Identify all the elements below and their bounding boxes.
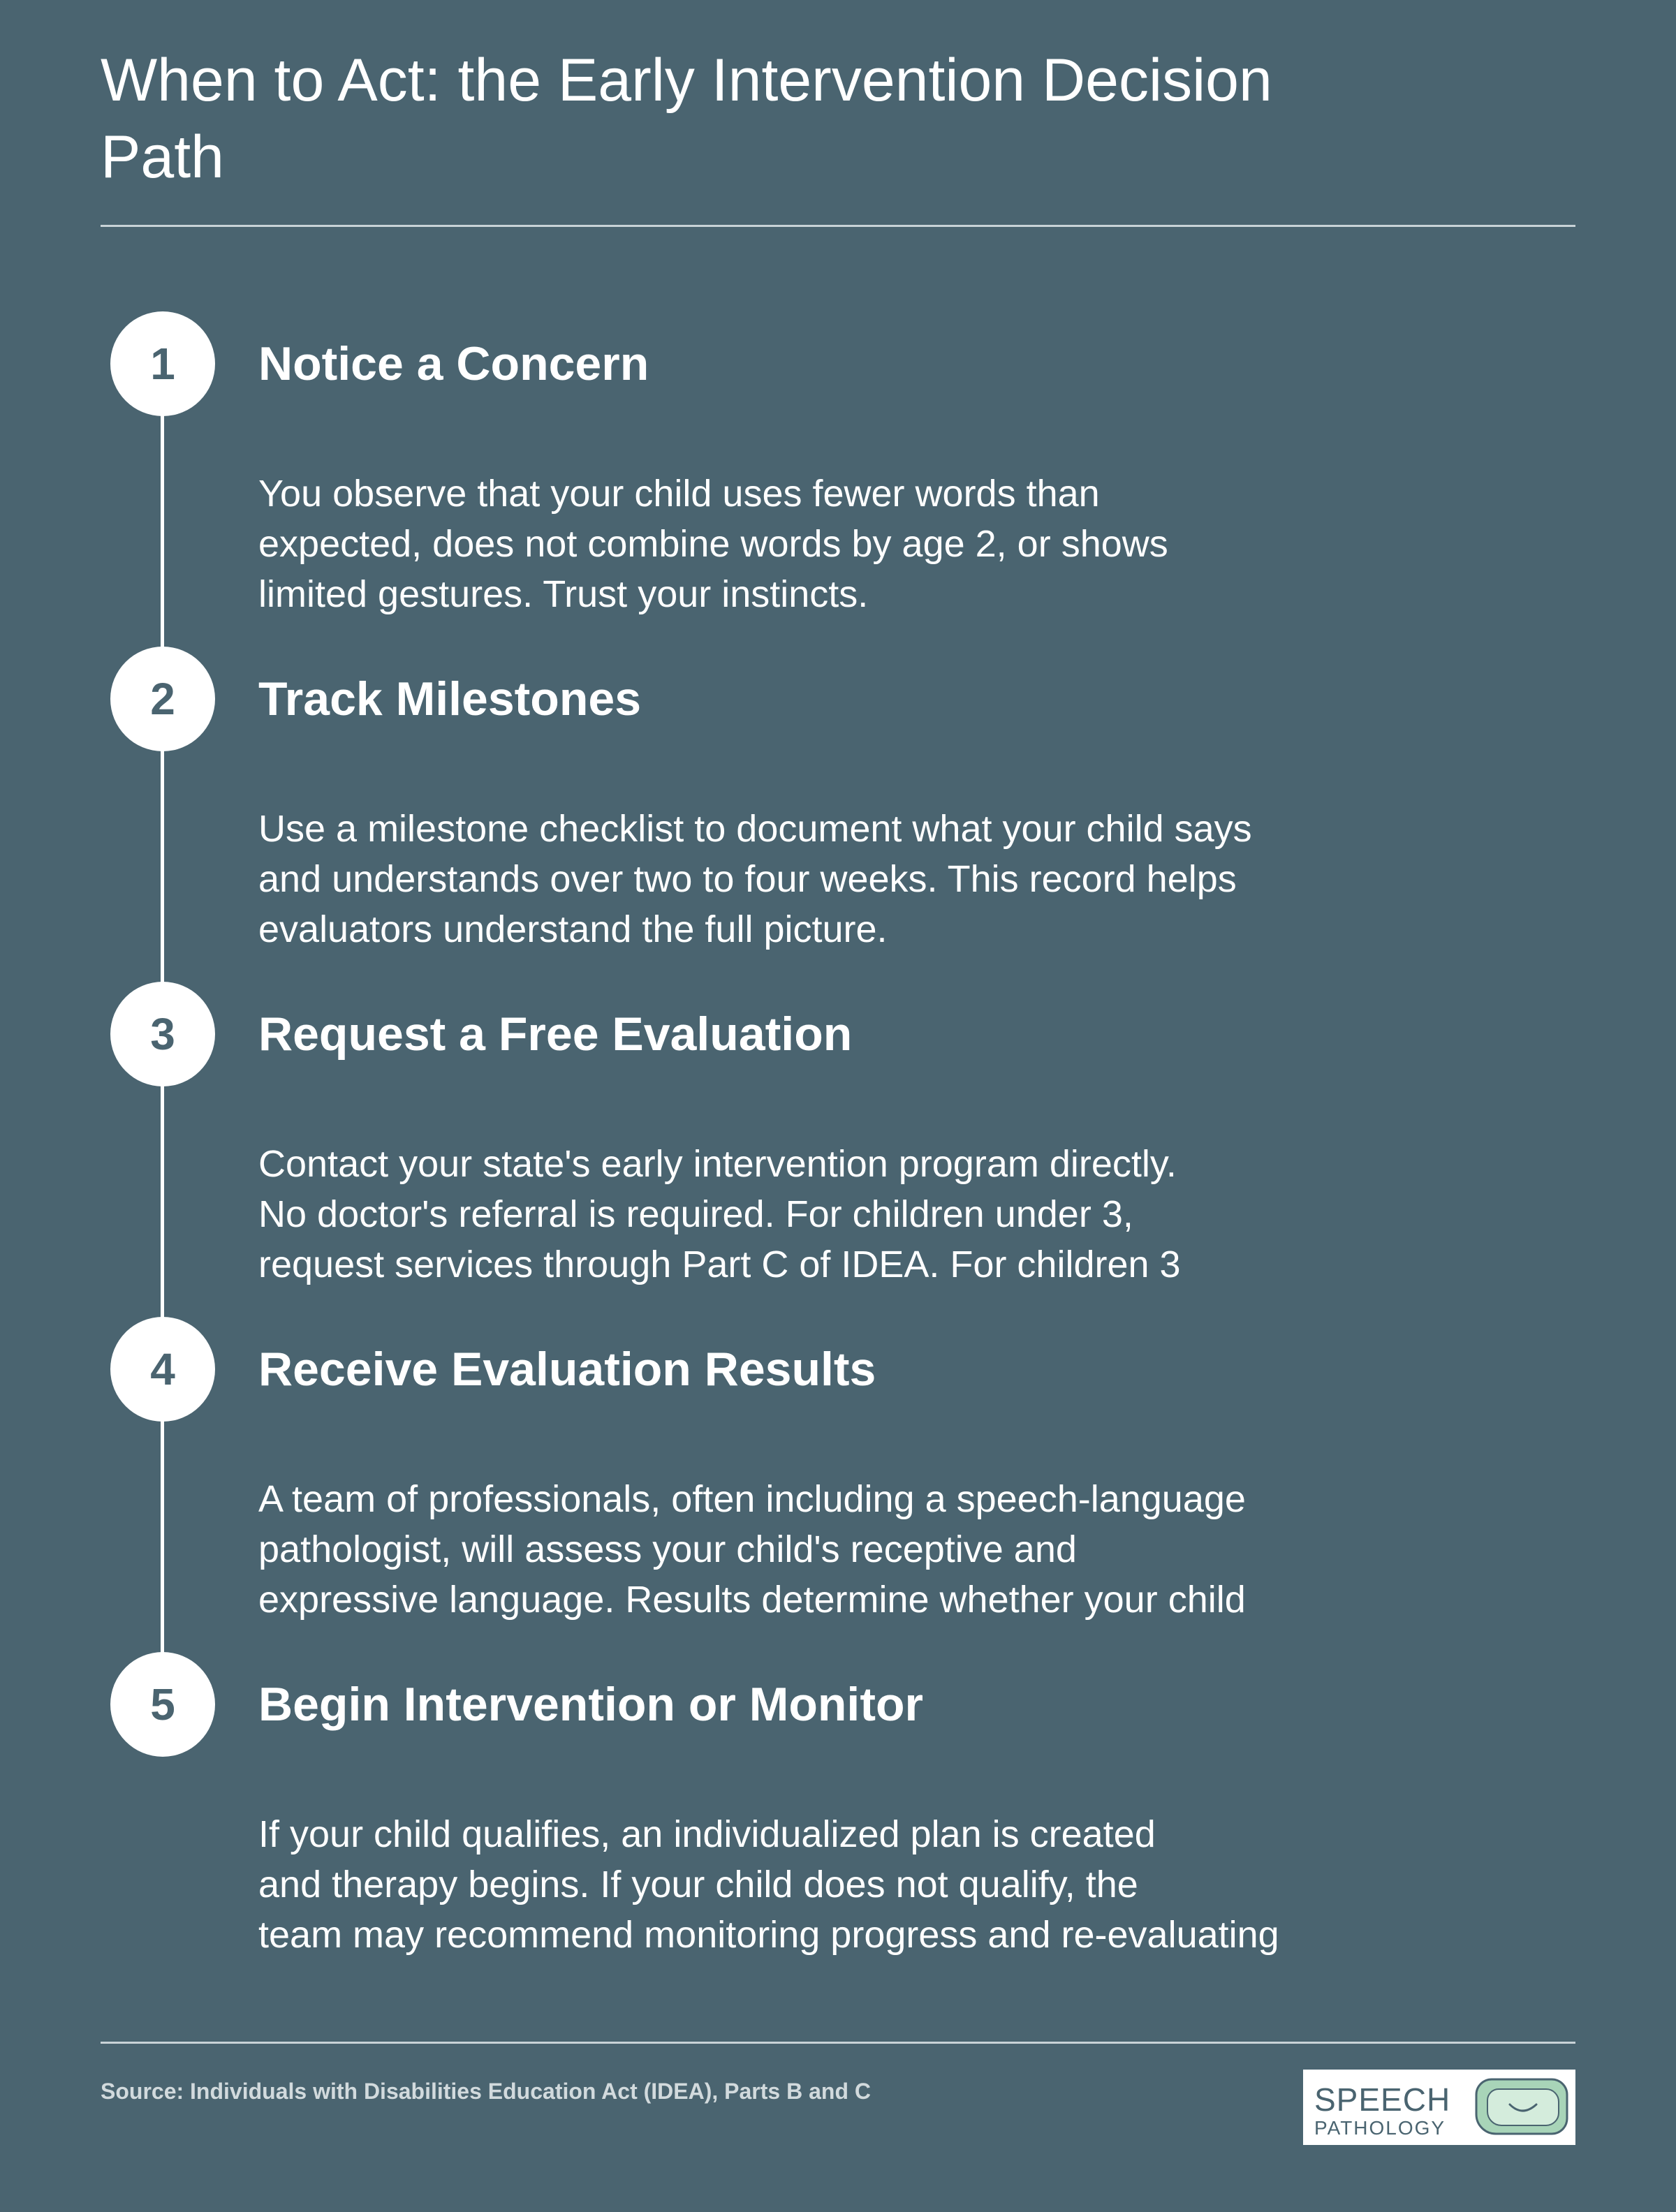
bottom-divider [101, 2042, 1575, 2044]
step-description-line: No doctor's referral is required. For children under 3, [258, 1193, 1133, 1235]
step-description-line: Use a milestone checklist to document what your child says [258, 808, 1252, 850]
step-title: Begin Intervention or Monitor [258, 1678, 923, 1731]
title-line-2: Path [101, 124, 224, 191]
step-title: Receive Evaluation Results [258, 1343, 876, 1396]
step-description-line: expressive language. Results determine whether your child [258, 1579, 1246, 1621]
title-line-1: When to Act: the Early Intervention Decision [101, 47, 1272, 114]
step-number-badge: 5 [110, 1652, 215, 1757]
top-divider [101, 225, 1575, 227]
step-description-line: Contact your state's early intervention program directly. [258, 1143, 1177, 1185]
step-title: Notice a Concern [258, 337, 649, 390]
speech-pathology-logo [1303, 2070, 1575, 2145]
step-description-line: and therapy begins. If your child does not qualify, the [258, 1864, 1138, 1905]
step-description [258, 1474, 1362, 1625]
step-description-line: A team of professionals, often including a speech-language [258, 1478, 1246, 1520]
step-description [258, 469, 1362, 619]
logo-word-speech: SPEECH [1314, 2081, 1451, 2118]
page-title [101, 42, 1330, 196]
step-number-badge: 4 [110, 1317, 215, 1422]
step-description-line: expected, does not combine words by age 2, or shows [258, 523, 1168, 565]
step-title: Track Milestones [258, 672, 642, 725]
step-description-line: and understands over two to four weeks. This record helps [258, 858, 1237, 900]
logo-word-pathology: PATHOLOGY [1314, 2117, 1446, 2139]
step-description-line: You observe that your child uses fewer words than [258, 473, 1100, 515]
step-description-line: team may recommend monitoring progress and re-evaluating [258, 1914, 1279, 1956]
step-description-line: If your child qualifies, an individualized plan is created [258, 1813, 1156, 1855]
step-description-line: pathologist, will assess your child's receptive and [258, 1528, 1077, 1570]
source-citation: Source: Individuals with Disabilities Education Act (IDEA), Parts B and C [101, 2079, 871, 2104]
speech-bubble-smile-icon [1468, 2075, 1571, 2139]
step-description [258, 1139, 1362, 1290]
step-description-line: limited gestures. Trust your instincts. [258, 573, 869, 615]
step-number-badge: 3 [110, 982, 215, 1086]
step-description [258, 1809, 1362, 1960]
step-number-badge: 1 [110, 311, 215, 416]
step-description-line: evaluators understand the full picture. [258, 908, 888, 950]
step-number-badge: 2 [110, 647, 215, 751]
step-description-line: request services through Part C of IDEA. For children 3 [258, 1244, 1181, 1285]
step-description [258, 804, 1362, 954]
step-title: Request a Free Evaluation [258, 1008, 853, 1061]
